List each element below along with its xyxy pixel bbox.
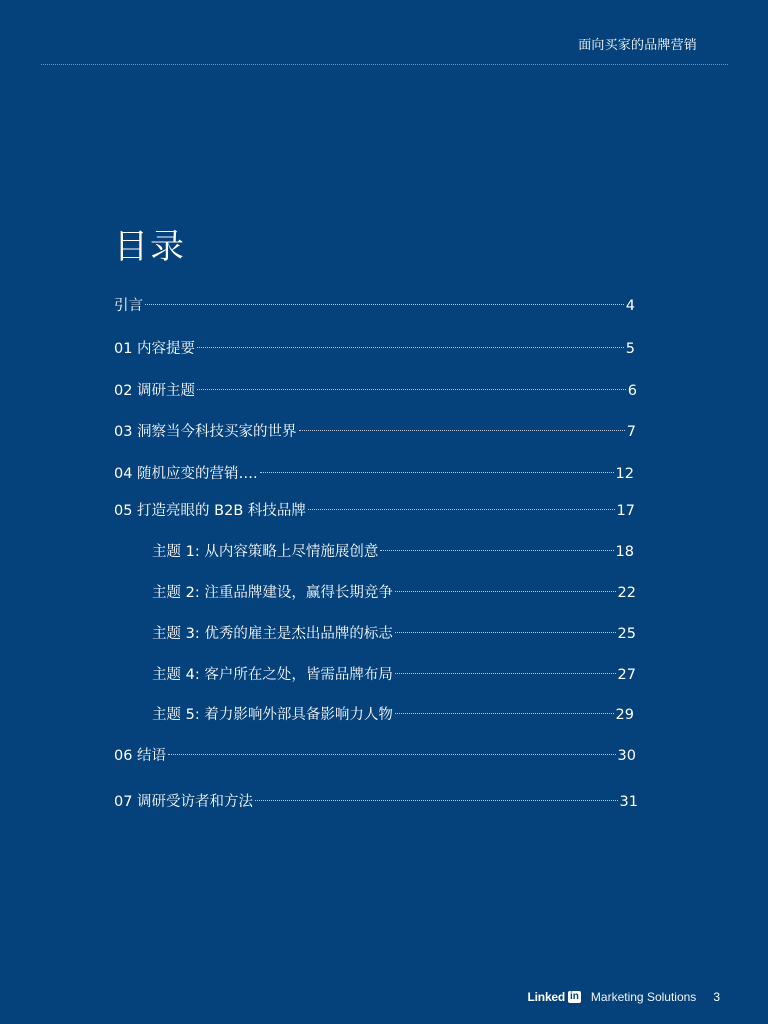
toc-dot-leader <box>197 389 626 390</box>
toc-page-number: 5 <box>625 341 635 357</box>
toc-dot-leader <box>197 347 624 348</box>
toc-page-number: 17 <box>616 503 635 519</box>
linkedin-in-icon: in <box>570 991 579 1002</box>
toc-entry-label: 04 随机应变的营销…. <box>114 466 258 482</box>
page-number: 3 <box>713 990 720 1004</box>
linkedin-wordmark: Linked <box>527 990 566 1004</box>
toc-dot-leader <box>380 550 613 551</box>
toc-entry-label: 主题 5: 着力影响外部具备影响力人物 <box>152 707 393 723</box>
toc-dot-leader <box>260 472 614 473</box>
toc-page-number: 12 <box>615 466 634 482</box>
toc-subentry-theme-1[interactable] <box>152 541 634 563</box>
toc-dot-leader <box>395 713 614 714</box>
document-footer <box>528 990 720 1004</box>
document-header-title: 面向买家的品牌营销 <box>578 38 697 53</box>
header-dotted-divider <box>41 64 728 65</box>
toc-page-number: 31 <box>619 794 638 810</box>
toc-entry-adaptive-marketing[interactable] <box>114 463 634 485</box>
toc-entry-label: 引言 <box>114 298 143 314</box>
toc-page-number: 18 <box>615 544 634 560</box>
toc-page-number: 6 <box>627 383 637 399</box>
toc-page-number: 7 <box>626 424 636 440</box>
toc-subentry-theme-5[interactable] <box>152 704 634 726</box>
toc-entry-label: 02 调研主题 <box>114 383 196 399</box>
toc-entry-label: 06 结语 <box>114 748 167 764</box>
toc-entry-label: 主题 4: 客户所在之处，皆需品牌布局 <box>152 667 393 683</box>
toc-entry-label: 05 打造亮眼的 B2B 科技品牌 <box>114 503 306 519</box>
toc-subentry-theme-3[interactable] <box>152 623 636 645</box>
toc-dot-leader <box>145 304 624 305</box>
toc-page-number: 22 <box>617 585 636 601</box>
toc-page-number: 25 <box>617 626 636 642</box>
toc-entry-respondents-methods[interactable] <box>114 791 638 813</box>
toc-entry-label: 主题 3: 优秀的雇主是杰出品牌的标志 <box>152 626 393 642</box>
toc-page-number: 29 <box>615 707 634 723</box>
toc-dot-leader <box>308 509 615 510</box>
toc-entry-introduction[interactable] <box>114 295 635 317</box>
toc-entry-b2b-brand[interactable] <box>114 500 635 522</box>
toc-subentry-theme-2[interactable] <box>152 582 636 604</box>
toc-dot-leader <box>168 754 615 755</box>
toc-dot-leader <box>395 632 616 633</box>
linkedin-logo <box>528 990 581 1004</box>
toc-page-number: 4 <box>625 298 635 314</box>
toc-entry-label: 主题 2: 注重品牌建设，赢得长期竞争 <box>152 585 393 601</box>
toc-entry-label: 03 洞察当今科技买家的世界 <box>114 424 297 440</box>
toc-entry-label: 主题 1: 从内容策略上尽情施展创意 <box>152 544 379 560</box>
toc-dot-leader <box>395 591 616 592</box>
toc-page-number: 27 <box>617 667 636 683</box>
toc-dot-leader <box>395 673 616 674</box>
table-of-contents-title: 目录 <box>114 226 186 267</box>
toc-entry-label: 07 调研受访者和方法 <box>114 794 254 810</box>
toc-subentry-theme-4[interactable] <box>152 664 636 686</box>
toc-entry-research-theme[interactable] <box>114 380 637 402</box>
marketing-solutions-label: Marketing Solutions <box>590 990 697 1004</box>
toc-entry-label: 01 内容提要 <box>114 341 196 357</box>
toc-entry-summary[interactable] <box>114 338 635 360</box>
toc-entry-conclusion[interactable] <box>114 745 636 767</box>
toc-page-number: 30 <box>617 748 636 764</box>
toc-entry-tech-buyers[interactable] <box>114 421 636 443</box>
toc-dot-leader <box>255 800 617 801</box>
toc-dot-leader <box>299 430 625 431</box>
